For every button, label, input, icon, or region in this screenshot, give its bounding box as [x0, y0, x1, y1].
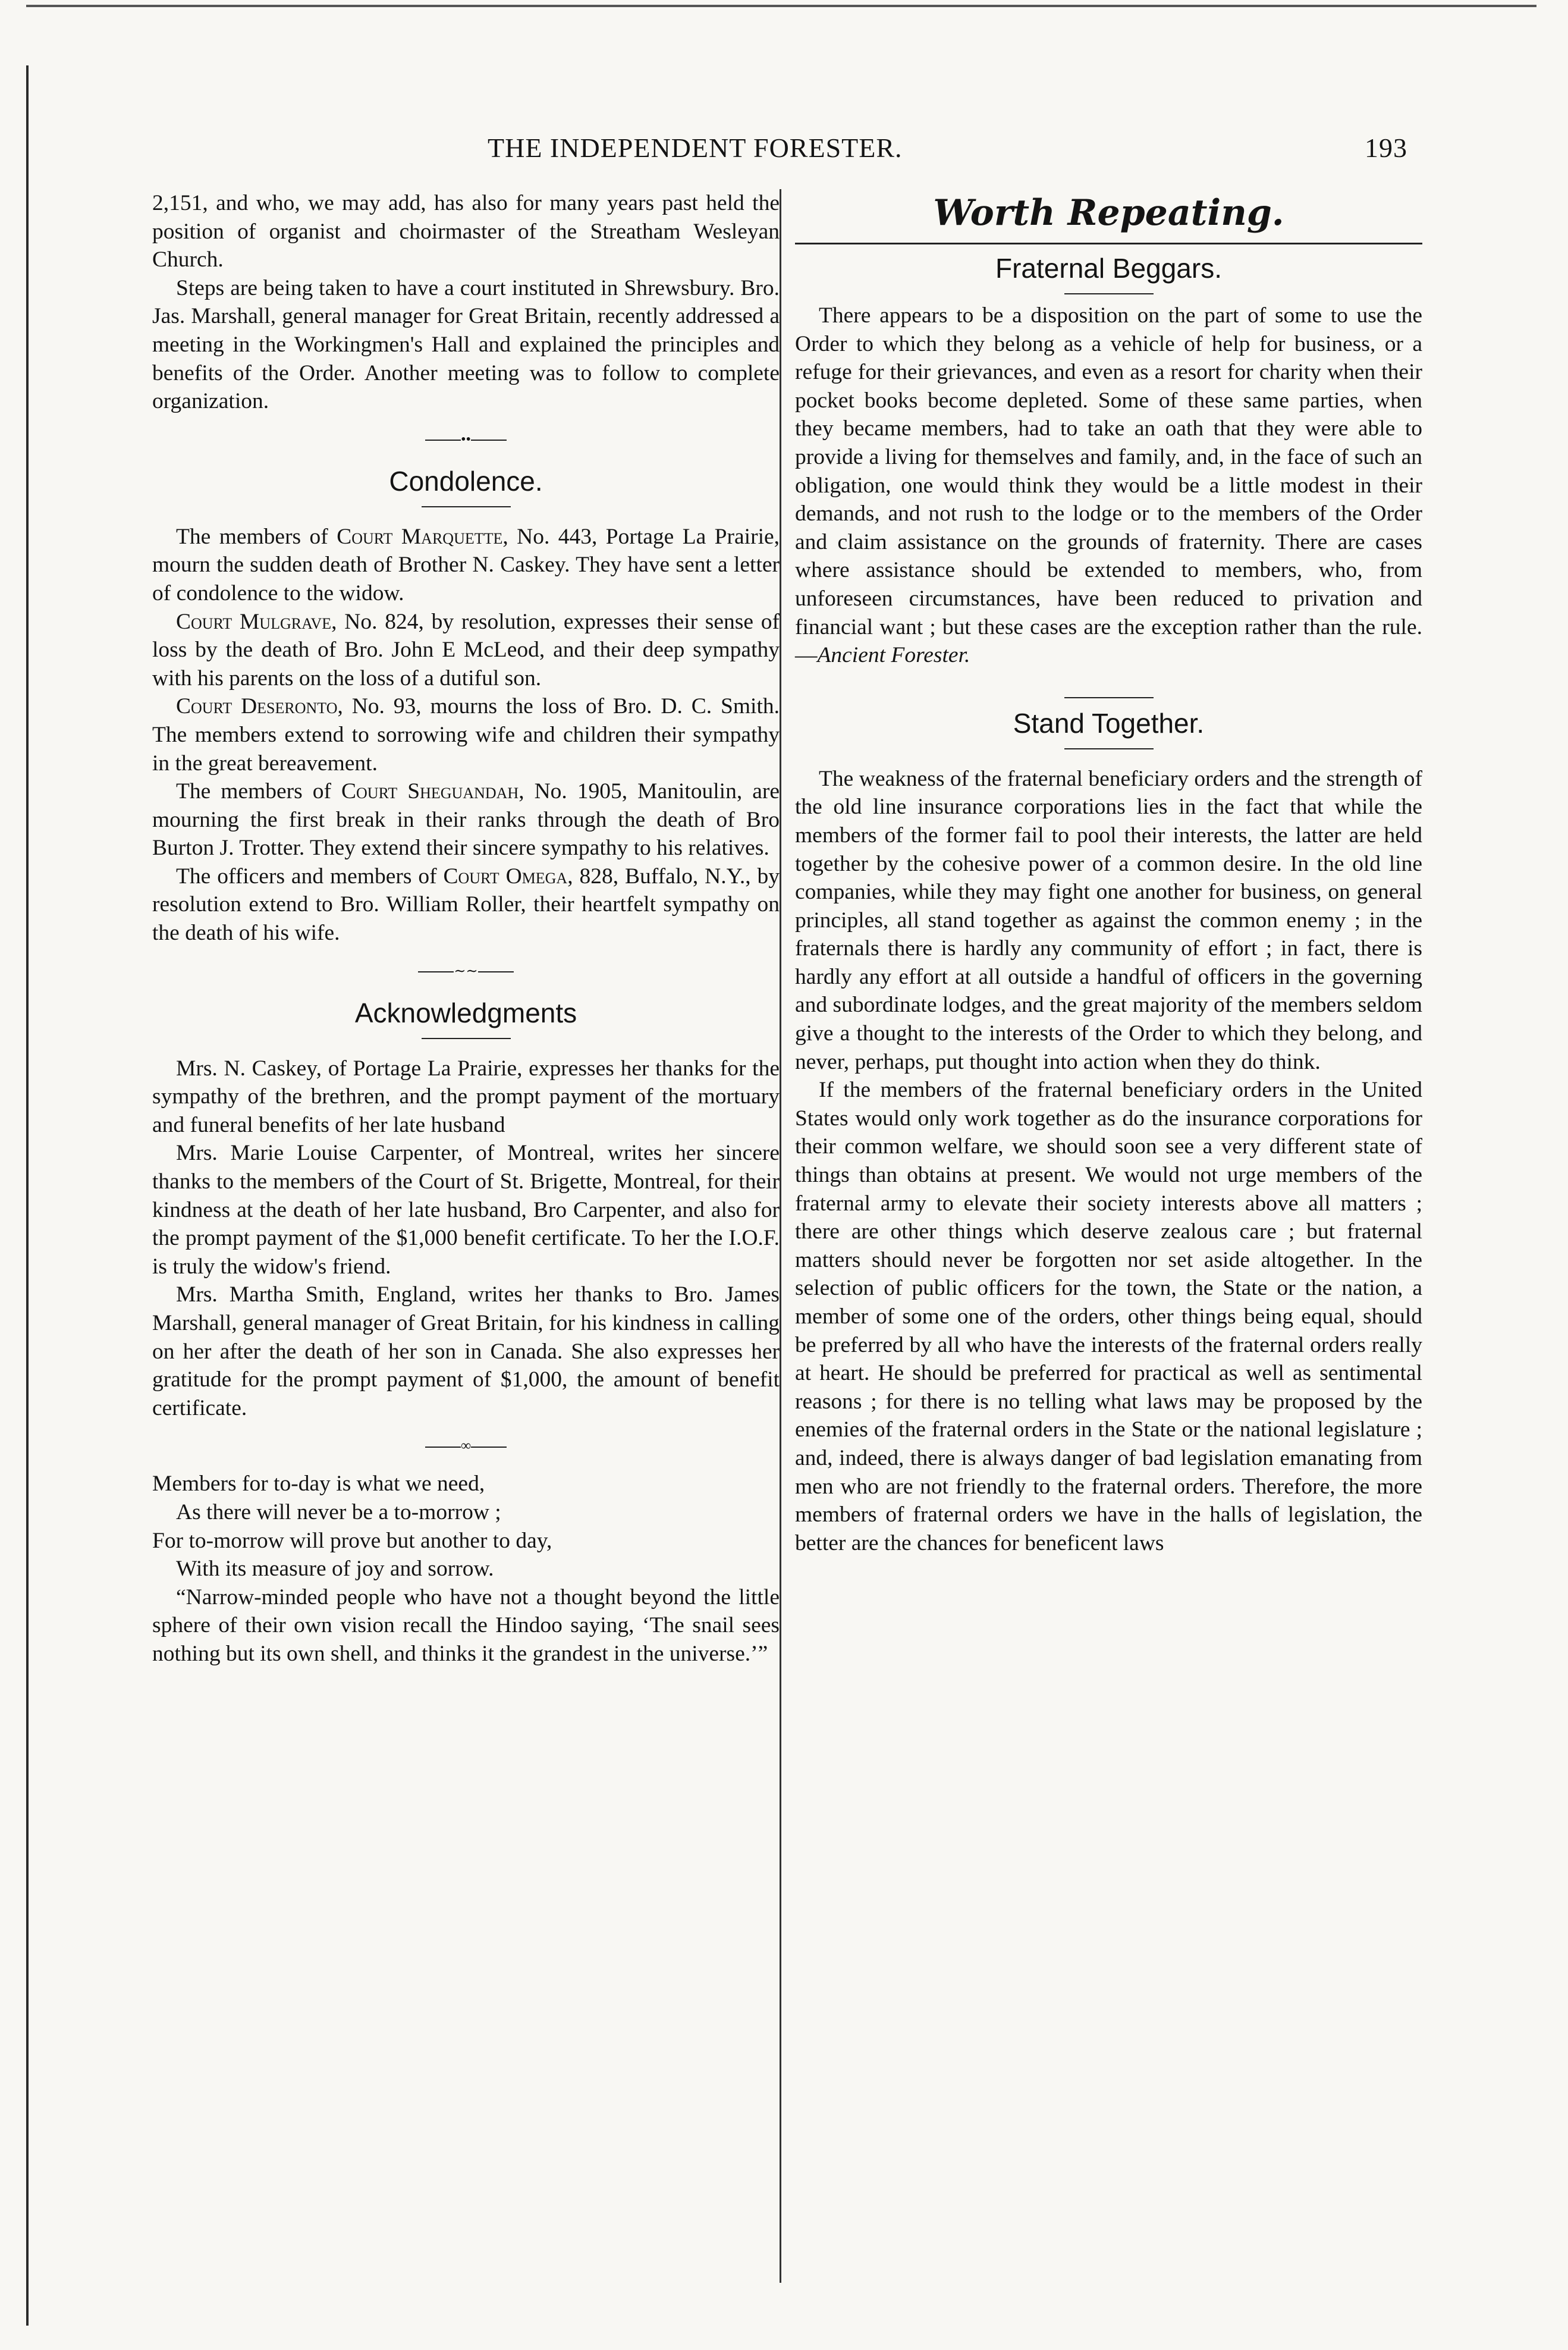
acknowledgment-paragraph: Mrs. Martha Smith, England, writes her thanks to Bro. James Marshall, general manager of Great Britain, for his kindness in calling on her after the death of her son in Canada. She also expresses her gratitude for the prompt payment of $1,000, the amount of benefit certificate. [152, 1282, 780, 1420]
section-title: Worth Repeating. [933, 192, 1284, 234]
running-head [155, 132, 1407, 168]
section-rule [795, 243, 1422, 244]
heading-rule [422, 506, 511, 507]
right-column [795, 189, 1422, 1557]
page-number: 193 [1365, 133, 1407, 163]
heading-rule [422, 1038, 511, 1039]
condolence-paragraph: The members of Court Sheguandah, No. 1905, Manitoulin, are mourning the first break in their ranks through the death of Bro Burton J. Trotter. They extend their sincere sympathy to his relatives. [152, 779, 780, 861]
column-divider [780, 189, 781, 2283]
fraternal-beggars-body: There appears to be a disposition on the part of some to use the Order to which they belong as a vehicle of help for business, or a refuge for their grievances, and even as a resort for charity when their pocket books become depleted. Some of these same parties, when they became members, had to take an oath that they were able to provide a living for themselves and family, and, in the face of such an obligation, one would think they would be a little modest in their demands, and not rush to the lodge or to the members of the Order and claim assistance on the grounds of fraternity. There are cases where assistance should be extended to members, who, from unforeseen circumstances, have been reduced to privation and financial want ; but these cases are the exception rather than the rule.—Ancient Forester. [795, 303, 1422, 668]
section-rule [1064, 697, 1154, 698]
verse-line: As there will never be a to-morrow ; [176, 1499, 501, 1524]
acknowledgment-paragraph: Mrs. N. Caskey, of Portage La Prairie, expresses her thanks for the sympathy of the brethren, and the prompt payment of the mortuary and funeral benefits of her late husband [152, 1056, 780, 1137]
ornament-divider: ∼∼ [152, 959, 780, 983]
stand-together-paragraph: The weakness of the fraternal beneficiary orders and the strength of the old line insurance corporations lies in the fact that while the members of the former fail to pool their interests, the latter are held together by the cohesive power of a common desire. In the old line companies, while they may fight one another for business, on general principles, all stand together as against the common enemy ; in the fraternals there is hardly any community of effort ; in fact, there is hardly any effort at all outside a handful of officers in the governing and subordinate lodges, and the great majority of the members seldom give a thought to the interests of the Order to which they belong, and never, perhaps, put thought into action when they do think. [795, 766, 1422, 1074]
page-left-edge [26, 65, 29, 2326]
page-top-edge [26, 5, 1536, 7]
condolence-paragraph: Court Deseronto, No. 93, mourns the loss of Bro. D. C. Smith. The members extend to sorrowing wife and children their sympathy in the great bereavement. [152, 694, 780, 776]
left-column [152, 189, 780, 1668]
condolence-paragraph: The officers and members of Court Omega, 828, Buffalo, N.Y., by resolution extend to Bro. William Roller, their heartfelt sympathy on the death of his wife. [152, 864, 780, 946]
ornament-divider: ∞ [152, 1434, 780, 1458]
shrewsbury-paragraph: Steps are being taken to have a court instituted in Shrewsbury. Bro. Jas. Marshall, general manager for Great Britain, recently addressed a meeting in the Workingmen's Hall and explained the principles and benefits of the Order. Another meeting was to follow to complete organization. [152, 275, 780, 414]
stand-together-paragraph: If the members of the fraternal beneficiary orders in the United States would only work together as do the insurance corporations for their common welfare, we should soon see a very different state of things than obtains at present. We would not urge members of the fraternal army to elevate their society interests above all matters ; there are other things which deserve zealous care ; but fraternal matters should never be forgotten nor set aside altogether. In the selection of public officers for the town, the State or the nation, a member of some one of the orders, other things being equal, should be preferred by all who have the interests of the fraternal orders really at heart. He should be preferred for practical as well as sentimental reasons ; for there is no telling what laws may be proposed by the enemies of the fraternal orders in the State or the national legislature ; and, indeed, there is always danger of bad legislation emanating from men who are not friendly to the fraternal orders. Therefore, the more members of fraternal orders we have in the halls of legislation, the better are the chances for beneficent laws [795, 1078, 1422, 1555]
condolence-paragraph: The members of Court Marquette, No. 443, Portage La Prairie, mourn the sudden death of Brother N. Caskey. They have sent a letter of condolence to the widow. [152, 524, 780, 605]
court-name: Court Marquette [337, 524, 503, 549]
condolence-heading: Condolence. [389, 465, 543, 497]
heading-rule [1064, 293, 1154, 294]
condolence-paragraph: Court Mulgrave, No. 824, by resolution, expresses their sense of loss by the death of Bro. John E McLeod, and their deep sympathy with his parents on the loss of a dutiful son. [152, 609, 780, 691]
fraternal-beggars-heading: Fraternal Beggars. [995, 253, 1222, 284]
court-name: Court Deseronto [176, 694, 338, 719]
stand-together-heading: Stand Together. [1013, 707, 1205, 739]
court-name: Court Sheguandah [341, 779, 519, 804]
source-citation: Ancient Forester. [817, 643, 970, 668]
court-name: Court Mulgrave [176, 609, 332, 634]
acknowledgment-paragraph: Mrs. Marie Louise Carpenter, of Montreal, writes her sincere thanks to the members of the Court of St. Brigette, Montreal, for their kindness at the death of her late husband, Bro Carpenter, and also for the prompt payment of the $1,000 benefit certificate. To her the I.O.F. is truly the widow's friend. [152, 1141, 780, 1279]
heading-rule [1064, 748, 1154, 749]
ornament-divider: •• [152, 428, 780, 451]
running-title: THE INDEPENDENT FORESTER. [488, 133, 903, 163]
acknowledgments-heading: Acknowledgments [354, 997, 577, 1028]
verse-line: For to-morrow will prove but another to day, [152, 1528, 552, 1553]
court-name: Court Omega [443, 864, 568, 889]
intro-paragraph: 2,151, and who, we may add, has also for many years past held the position of organist and choirmaster of the Streatham Wesleyan Church. [152, 191, 780, 272]
verse-line: With its measure of joy and sorrow. [176, 1557, 494, 1582]
verse-line: Members for to-day is what we need, [152, 1472, 485, 1496]
quote-paragraph: “Narrow-minded people who have not a thought beyond the little sphere of their own vision recall the Hindoo saying, ‘The snail sees nothing but its own shell, and thinks it the grandest in the universe.’” [152, 1585, 780, 1666]
